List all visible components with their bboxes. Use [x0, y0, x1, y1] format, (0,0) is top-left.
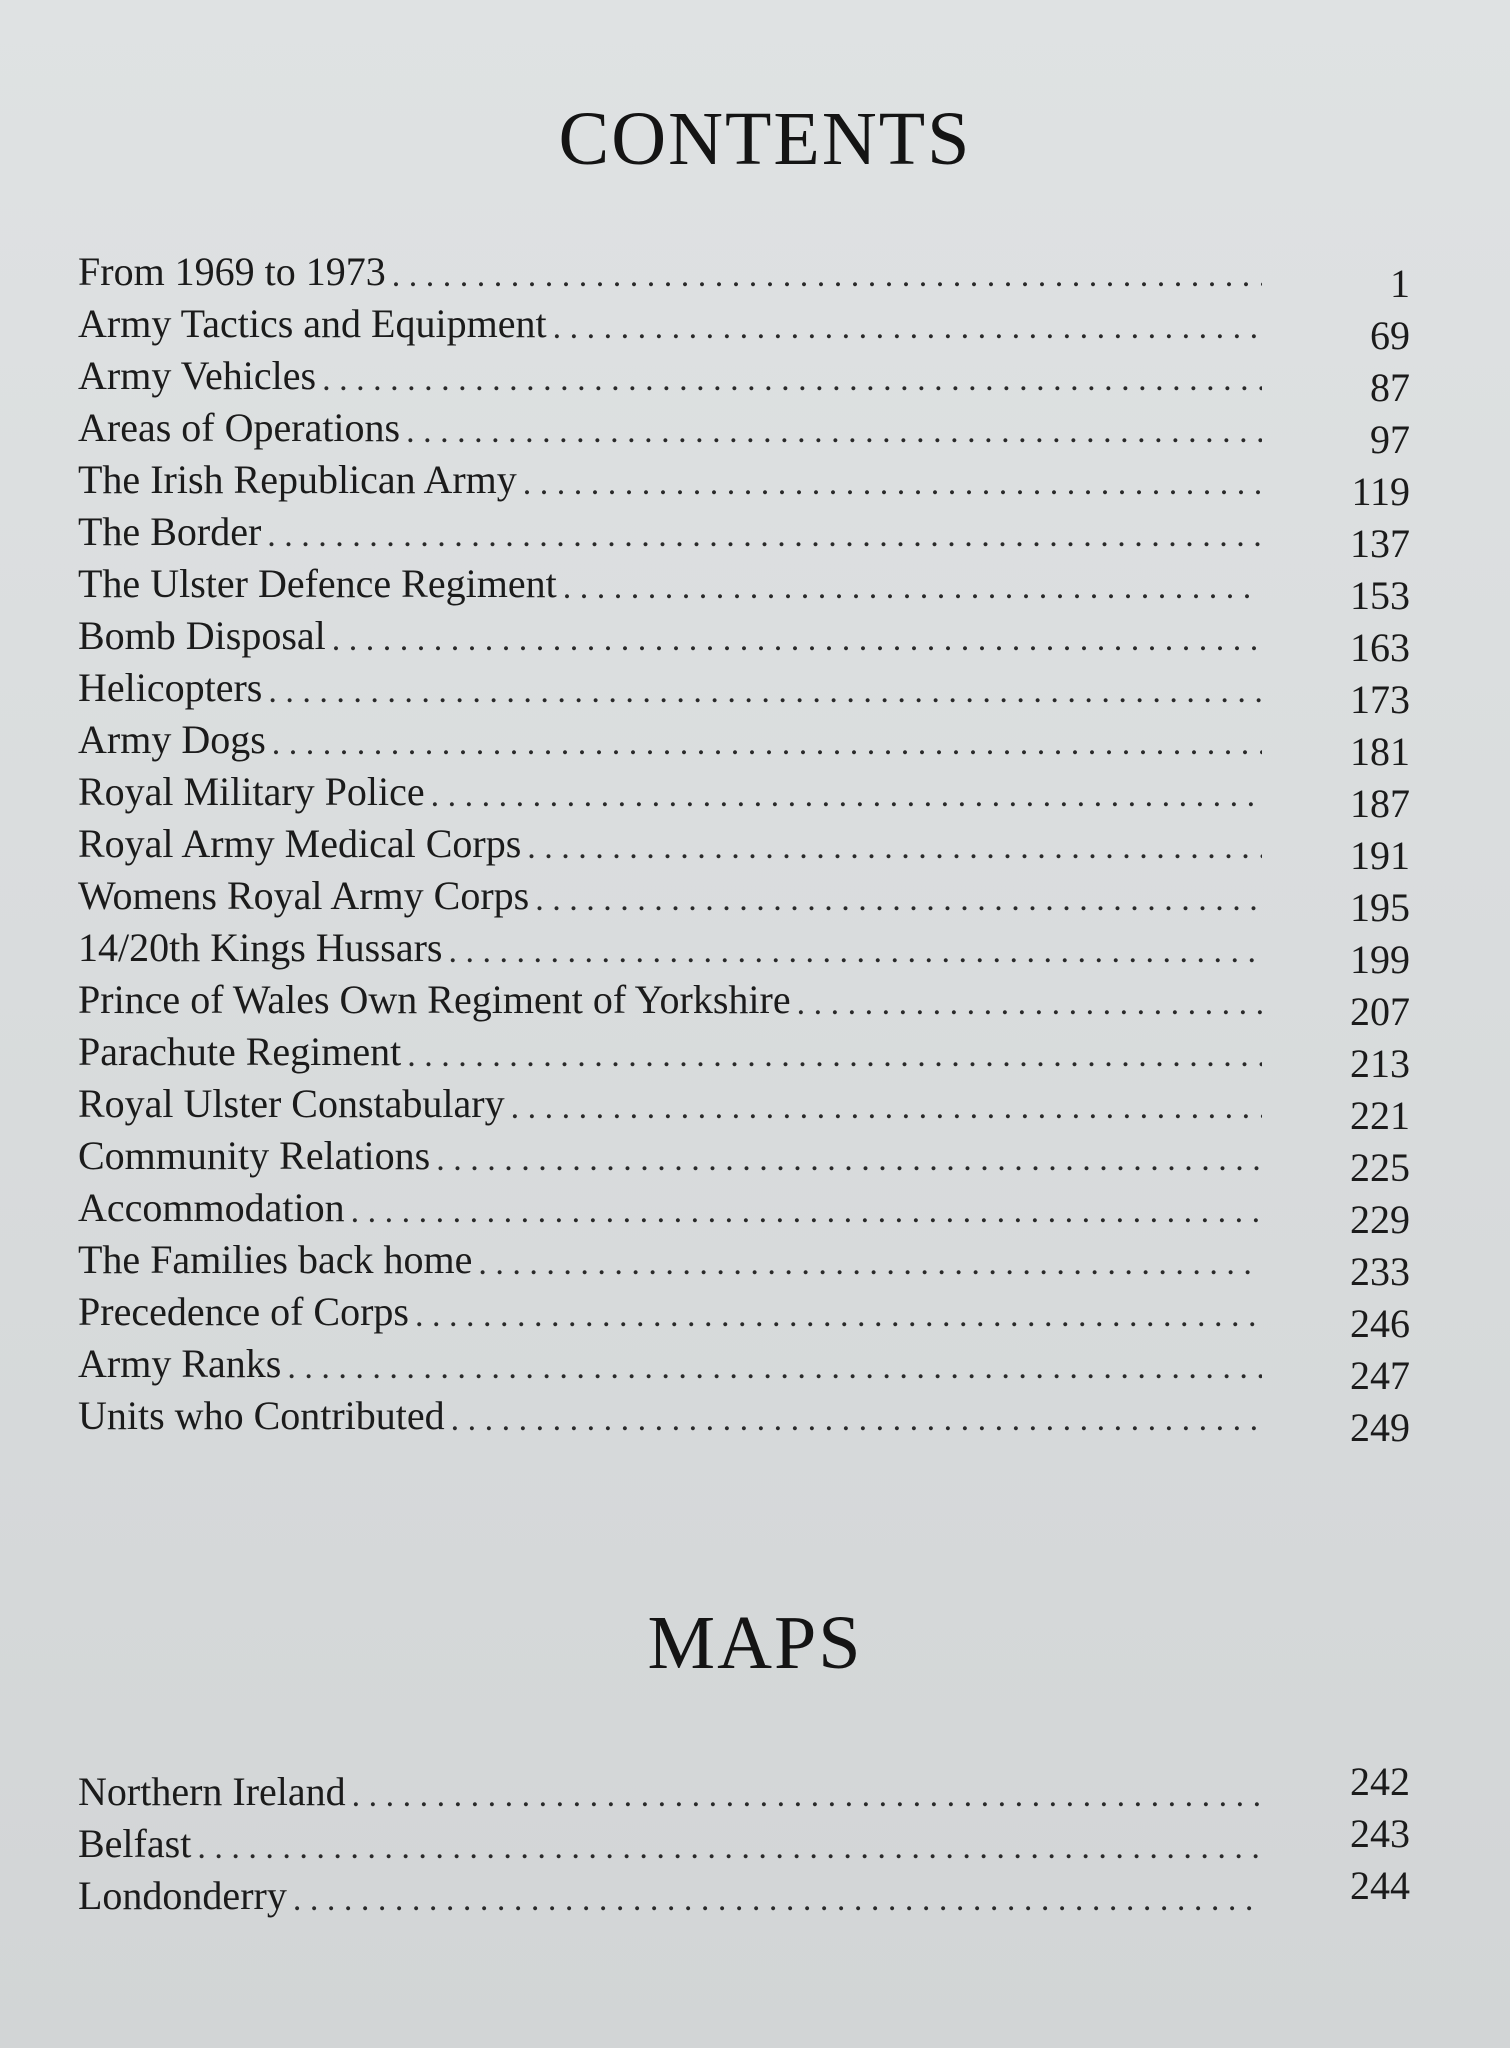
toc-entry-title: Royal Ulster Constabulary [78, 1081, 505, 1126]
toc-entry-page-number: 207 [1350, 989, 1410, 1034]
toc-entry-page-number: 246 [1350, 1301, 1410, 1346]
toc-entry-page-number: 87 [1370, 365, 1410, 410]
toc-entry [78, 974, 1410, 1034]
dot-leader [478, 1242, 1262, 1286]
toc-entry-title: Army Dogs [78, 717, 266, 762]
dot-leader [267, 514, 1262, 558]
dot-leader [406, 410, 1262, 454]
toc-entry-page-number: 242 [1350, 1759, 1410, 1804]
toc-entry-page-number: 243 [1350, 1811, 1410, 1856]
toc-entry [78, 558, 1410, 618]
toc-entry-page-number: 229 [1350, 1197, 1410, 1242]
toc-entry-title: 14/20th Kings Hussars [78, 925, 443, 970]
toc-entry-page-number: 247 [1350, 1353, 1410, 1398]
toc-entry [78, 1863, 1410, 1922]
toc-entry-title: The Families back home [78, 1237, 473, 1282]
dot-leader [272, 722, 1262, 766]
toc-entry [78, 922, 1410, 982]
maps-list [78, 1759, 1410, 1922]
dot-leader [268, 670, 1262, 714]
toc-entry [78, 1390, 1410, 1450]
toc-entry-title: The Ulster Defence Regiment [78, 561, 557, 606]
dot-leader [436, 1138, 1262, 1182]
toc-entry [78, 1026, 1410, 1086]
dot-leader [392, 254, 1262, 298]
dot-leader [797, 982, 1262, 1026]
dot-leader [293, 1878, 1262, 1922]
toc-entry-page-number: 213 [1350, 1041, 1410, 1086]
toc-entry [78, 662, 1410, 722]
toc-entry-title: Units who Contributed [78, 1393, 445, 1438]
toc-entry [78, 1286, 1410, 1346]
toc-entry-page-number: 191 [1350, 833, 1410, 878]
toc-entry-page-number: 225 [1350, 1145, 1410, 1190]
toc-entry-title: Helicopters [78, 665, 263, 710]
toc-entry-title: Accommodation [78, 1185, 345, 1230]
toc-entry [78, 766, 1410, 826]
dot-leader [553, 306, 1262, 350]
toc-entry [78, 246, 1410, 306]
toc-entry-title: Bomb Disposal [78, 613, 326, 658]
toc-entry-page-number: 69 [1370, 313, 1410, 358]
dot-leader [535, 878, 1262, 922]
toc-entry [78, 1338, 1410, 1398]
toc-entry [78, 714, 1410, 774]
toc-entry-title: Army Vehicles [78, 353, 317, 398]
dot-leader [352, 1774, 1262, 1818]
toc-entry-title: Royal Army Medical Corps [78, 821, 522, 866]
toc-entry [78, 610, 1410, 670]
dot-leader [511, 1086, 1262, 1130]
dot-leader [527, 826, 1262, 870]
maps-heading: MAPS [647, 1601, 863, 1685]
toc-entry-title: Areas of Operations [78, 405, 401, 450]
toc-entry-page-number: 199 [1350, 937, 1410, 982]
toc-entry [78, 350, 1410, 410]
toc-entry-page-number: 233 [1350, 1249, 1410, 1294]
dot-leader [332, 618, 1262, 662]
toc-entry-page-number: 249 [1350, 1405, 1410, 1450]
toc-entry [78, 1182, 1410, 1242]
toc-entry [78, 1078, 1410, 1138]
toc-entry-page-number: 173 [1350, 677, 1410, 722]
toc-entry-title: Londonderry [78, 1873, 287, 1918]
toc-entry-page-number: 1 [1390, 261, 1410, 306]
dot-leader [407, 1034, 1262, 1078]
toc-entry-page-number: 119 [1351, 469, 1410, 514]
toc-entry-title: From 1969 to 1973 [78, 249, 386, 294]
toc-entry [78, 818, 1410, 878]
toc-entry-title: The Irish Republican Army [78, 457, 517, 502]
toc-entry-page-number: 187 [1350, 781, 1410, 826]
dot-leader [448, 930, 1262, 974]
toc-entry-title: The Border [78, 509, 262, 554]
toc-entry-title: Royal Military Police [78, 769, 425, 814]
toc-entry-page-number: 221 [1350, 1093, 1410, 1138]
toc-entry [78, 506, 1410, 566]
toc-entry-title: Womens Royal Army Corps [78, 873, 530, 918]
dot-leader [351, 1190, 1262, 1234]
toc-entry-title: Precedence of Corps [78, 1289, 409, 1334]
toc-entry-title: Northern Ireland [78, 1769, 346, 1814]
toc-entry-page-number: 181 [1350, 729, 1410, 774]
toc-entry-title: Prince of Wales Own Regiment of Yorkshire [78, 977, 791, 1022]
toc-entry [78, 1759, 1410, 1818]
toc-entry-title: Community Relations [78, 1133, 431, 1178]
toc-entry [78, 454, 1410, 514]
dot-leader [523, 462, 1262, 506]
toc-entry-page-number: 137 [1350, 521, 1410, 566]
dot-leader [563, 566, 1262, 610]
toc-entry [78, 1234, 1410, 1294]
dot-leader [197, 1826, 1262, 1870]
dot-leader [451, 1398, 1262, 1442]
toc-entry-title: Parachute Regiment [78, 1029, 402, 1074]
toc-entry [78, 1811, 1410, 1870]
toc-entry-page-number: 195 [1350, 885, 1410, 930]
dot-leader [287, 1346, 1262, 1390]
dot-leader [431, 774, 1262, 818]
contents-heading: CONTENTS [558, 97, 972, 181]
toc-entry-page-number: 153 [1350, 573, 1410, 618]
toc-entry [78, 1130, 1410, 1190]
toc-entry-page-number: 97 [1370, 417, 1410, 462]
toc-entry-title: Army Tactics and Equipment [78, 301, 547, 346]
toc-entry [78, 298, 1410, 358]
toc-entry [78, 870, 1410, 930]
toc-entry-page-number: 244 [1350, 1863, 1410, 1908]
toc-entry-title: Belfast [78, 1821, 192, 1866]
contents-list [78, 246, 1410, 1450]
toc-entry-title: Army Ranks [78, 1341, 282, 1386]
dot-leader [415, 1294, 1262, 1338]
toc-entry [78, 402, 1410, 462]
dot-leader [322, 358, 1262, 402]
toc-entry-page-number: 163 [1350, 625, 1410, 670]
